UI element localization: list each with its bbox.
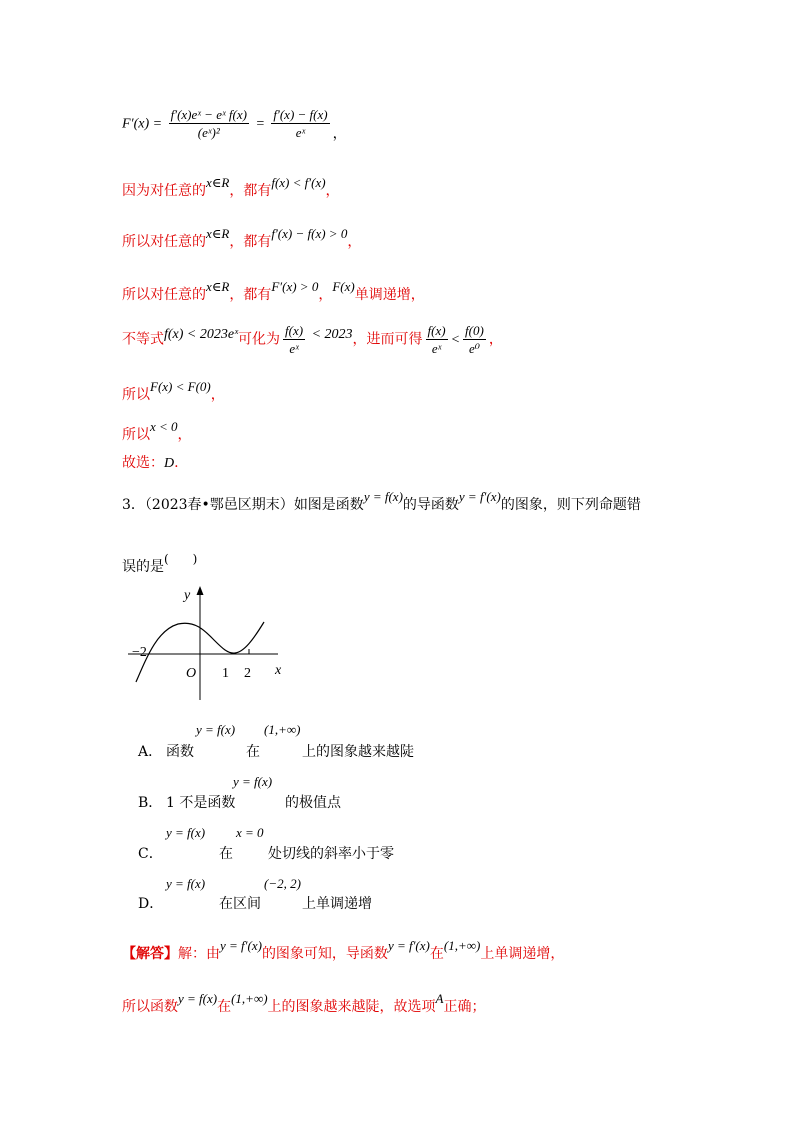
option-A-label: A． [138, 744, 163, 760]
line-text: 可化为 [238, 331, 281, 348]
fraction-numerator: f(0) [465, 323, 484, 338]
tick-label-2: 2 [244, 666, 251, 681]
fraction-1-denominator: (eˣ)² [197, 125, 220, 140]
question-3-line2 [122, 552, 198, 576]
inequality-line [122, 322, 503, 357]
line-so-F [122, 379, 225, 404]
option-D-math: y = f(x) [166, 876, 206, 891]
math-F-prime-positive: F′(x) > 0 [271, 279, 319, 294]
answer-tag: 【解答】 [122, 946, 178, 962]
line-text: . [174, 455, 179, 471]
derivative-graph [118, 582, 298, 707]
answer-letter: D [164, 456, 175, 471]
math-inequality: f(x) < 2023eˣ [164, 326, 239, 342]
fraction-1 [169, 106, 249, 141]
math-option-A: A [435, 991, 444, 1006]
math-less-2023: < 2023 [308, 326, 353, 342]
line-text: 的图象，则下列命题错 [500, 497, 641, 513]
math-y-f-prime-x: y = f′(x) [387, 938, 430, 953]
option-D-label: D． [138, 896, 164, 912]
option-C-text: 处切线的斜率小于零 [268, 846, 394, 862]
line-so-2 [122, 279, 425, 304]
line-text: ，都有 [229, 183, 272, 199]
y-axis-label: y [184, 588, 191, 603]
option-A-text: 上的图象越来越陡 [302, 744, 414, 760]
fraction-numerator: f(x) [285, 323, 304, 338]
question-3 [122, 489, 641, 514]
line-text: 因为对任意的 [122, 183, 206, 199]
math-interval: (1,+∞) [231, 991, 268, 1006]
math-y-f-prime-x: y = f′(x) [458, 489, 501, 504]
option-C-x0: x = 0 [236, 825, 264, 840]
math-x-less-0: x < 0 [150, 419, 178, 434]
line-text: 所以对任意的 [122, 234, 206, 250]
line-text: 误的是 [122, 559, 164, 575]
line-text: ， [318, 287, 333, 303]
option-A-text: 在 [246, 744, 260, 760]
line-text: ，都有 [229, 287, 272, 303]
answer-line-1 [122, 938, 565, 963]
option-D-interval: (−2, 2) [264, 876, 301, 891]
math-F-inequality: F(x) < F(0) [150, 379, 211, 394]
line-text: 故选： [122, 455, 164, 471]
line-text: 解：由 [178, 946, 220, 962]
option-B-text: 的极值点 [285, 795, 341, 811]
option-B-math: y = f(x) [233, 774, 273, 789]
line-text: 的导函数 [402, 497, 459, 513]
math-y-f-x: y = f(x) [178, 991, 218, 1006]
line-text: 在 [217, 999, 232, 1015]
F-prime-lhs: F′(x) = [122, 116, 166, 132]
fraction-2 [271, 106, 329, 141]
line-text: 上的图象越来越陡，故选项 [267, 999, 436, 1015]
line-text: ，进而可得 [352, 331, 423, 348]
tick-label-1: 1 [222, 666, 229, 681]
math-inequality: f′(x) − f(x) > 0 [271, 226, 348, 241]
line-text: ， [210, 387, 225, 403]
math-inequality: f(x) < f′(x) [271, 175, 326, 190]
fraction-f-over-e [283, 322, 305, 357]
line-because [122, 175, 340, 200]
option-C-math: y = f(x) [166, 825, 206, 840]
option-C-label: C． [138, 846, 163, 862]
line-text: 单调递增， [354, 287, 425, 303]
math-x-in-R: x∈R [206, 279, 230, 294]
line-text: 正确； [443, 999, 486, 1015]
line-so-x [122, 419, 192, 444]
y-axis-arrow [197, 586, 204, 595]
option-B-label: B． [138, 795, 163, 811]
math-y-f-x: y = f(x) [363, 489, 403, 504]
line-text: ，都有 [229, 234, 272, 250]
answer-blank: ( ) [164, 552, 198, 566]
option-A-interval: (1,+∞) [264, 722, 301, 737]
math-x-in-R: x∈R [206, 226, 230, 241]
line-text: ， [325, 183, 340, 199]
option-B-text: 1 不是函数 [166, 795, 236, 811]
math-y-f-prime-x: y = f′(x) [220, 938, 262, 953]
question-number: 3． [122, 497, 145, 513]
fraction-2-denominator: eˣ [295, 125, 306, 140]
tick-label-neg2: −2 [132, 645, 147, 660]
line-text: 如图是函数 [293, 497, 364, 513]
question-source: （2023春•鄂邑区期末） [144, 497, 294, 513]
fraction-denominator: eˣ [431, 341, 442, 356]
x-axis-label: x [275, 663, 282, 678]
fraction-1-numerator: f′(x)eˣ − eˣ f(x) [170, 107, 247, 122]
line-text: 所以 [122, 427, 150, 443]
line-text: 的图象可知，导函数 [261, 946, 388, 962]
line-text: ， [488, 331, 503, 348]
fraction-f0-over-e0 [463, 322, 486, 357]
fraction-denominator: eˣ [289, 341, 299, 356]
option-D-text: 在区间 [219, 896, 261, 912]
line-so-1 [122, 226, 362, 251]
equals-sign: = [251, 116, 269, 132]
derivative-formula [122, 106, 347, 141]
origin-label: O [186, 666, 197, 681]
line-text: 在 [429, 946, 444, 962]
option-C-text: 在 [219, 846, 233, 862]
line-text: ， [347, 234, 362, 250]
option-A-math: y = f(x) [196, 722, 236, 737]
answer-line-2 [122, 991, 486, 1016]
math-x-in-R: x∈R [206, 175, 230, 190]
line-text: 所以对任意的 [122, 287, 206, 303]
option-D-text: 上单调递增 [302, 896, 372, 912]
line-choose [122, 452, 179, 472]
fraction-2-numerator: f′(x) − f(x) [273, 107, 328, 122]
derivation-comma: ， [332, 125, 347, 142]
option-A-text: 函数 [166, 744, 194, 760]
line-text: 上单调递增， [480, 946, 565, 962]
line-text: 所以 [122, 387, 150, 403]
line-text: 不等式 [122, 331, 164, 348]
fraction-denominator: e⁰ [468, 341, 480, 356]
math-F-x: F(x) [332, 279, 355, 294]
less-than-sign: < [450, 332, 461, 348]
line-text: 所以函数 [122, 999, 178, 1015]
fraction-f-over-e-2 [426, 322, 448, 357]
fraction-numerator: f(x) [427, 323, 446, 338]
line-text: ， [177, 427, 192, 443]
math-interval: (1,+∞) [443, 938, 481, 953]
